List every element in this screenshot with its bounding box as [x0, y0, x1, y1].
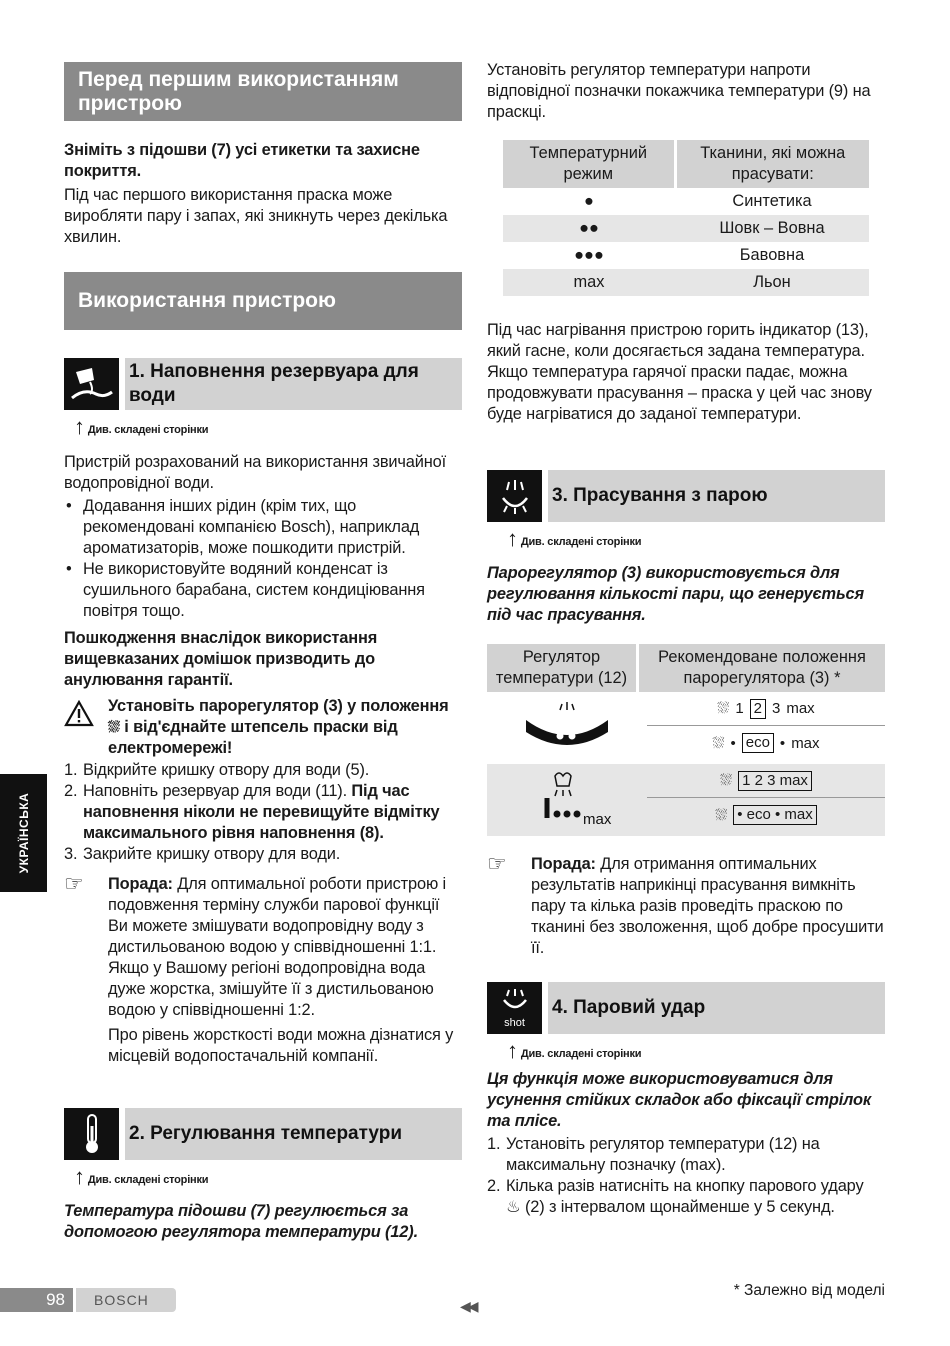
- temp-dial-max-icon: [487, 764, 647, 836]
- section-2-heading: 2. Регулювання температури: [125, 1108, 462, 1160]
- s1-steps: [64, 760, 462, 865]
- temperature-intro: Установіть регулятор температури напроти відповідної позначки покажчика температури (9) на праскці.: [487, 61, 871, 121]
- s2-lead: Температура підошви (7) регулюється за допомогою регулятора температури (12).: [64, 1202, 418, 1241]
- fold-out-ref-4: ↑ Див. складені сторінки: [507, 1038, 642, 1063]
- warning-triangle-icon: [64, 700, 94, 727]
- steam-off-icon: ⛆: [715, 806, 728, 824]
- s3-tip: ☞ Порада: Для отримання оптимальних результатів наприкінці прасування вимкніть пару та кілька разів проведіть праскою по тканині без зволоження, щоб добре просушити її.: [487, 851, 884, 957]
- list-item: 2. Наповніть резервуар для води (11). Під час наповнення ніколи не перевищуйте відмітку максимального рівня наповнення (8).: [64, 782, 440, 842]
- list-item: 1. Відкрийте кришку отвору для води (5).: [64, 761, 370, 779]
- s4-steps: [487, 1134, 885, 1218]
- steam-off-icon: ⛆: [712, 734, 725, 752]
- arrow-up-icon: ↑: [507, 526, 518, 551]
- steam-setting-3: ⛆ 1 2 3 max: [647, 764, 885, 798]
- s1-intro: Пристрій розрахований на використання звичайної водопровідної води.: [64, 453, 447, 492]
- table-header: Тканини, які можна прасувати:: [675, 140, 869, 188]
- arrow-up-icon: ↑: [507, 1038, 518, 1063]
- heating-text: Під час нагрівання пристрою горить індикатор (13), який гасне, коли досягається задана температура. Якщо температура гарячої праски падає, можна продовжувати прасування – праска у цей час знову буде нагріватися до заданої температури.: [487, 321, 872, 423]
- steam-setting-2: ⛆ • eco • max: [712, 734, 820, 752]
- table-header: Температурний режим: [503, 140, 675, 188]
- warranty-warning: Пошкодження внаслідок використання вищевказаних домішок призводить до анулювання гарантії.: [64, 629, 378, 689]
- pointing-hand-icon: ☞: [64, 871, 84, 896]
- table-row: max Льон: [503, 269, 869, 296]
- steam-off-icon: ⛆: [717, 700, 730, 717]
- thermometer-icon: [64, 1108, 119, 1160]
- max-label: max: [583, 811, 612, 828]
- before-use-text: Під час першого використання праска може виробляти пару і запах, які зникнуть через декілька хвилин.: [64, 186, 448, 246]
- list-item: • Додавання інших рідин (крім тих, що рекомендовані компанією Bosch), наприклад ароматизаторів, може пошкодити пристрій.: [64, 496, 462, 559]
- temp-dial-icon: [487, 692, 647, 764]
- steam-setting-1: ⛆ 1 2 3 max: [647, 692, 885, 726]
- steam-shot-icon: shot: [487, 982, 542, 1034]
- table-row: ● Синтетика: [584, 192, 812, 210]
- section-3-heading: 3. Прасування з парою: [548, 470, 885, 522]
- pointing-hand-icon: ☞: [487, 851, 507, 876]
- table-header: Рекомендоване положення парорегулятора (3) *: [658, 648, 866, 687]
- footnote: * Залежно від моделі: [733, 1282, 885, 1299]
- table-row: [487, 692, 885, 764]
- list-item: 3. Закрийте кришку отвору для води.: [64, 845, 341, 863]
- caution-block: Установіть парорегулятор (3) у положення ⛆ і від'єднайте штепсель праски від електромережі!: [64, 696, 462, 759]
- water-fill-icon: [64, 358, 119, 410]
- steam-icon: [487, 470, 542, 522]
- table-row: ●● Шовк – Вовна: [503, 215, 869, 242]
- s1-tip: ☞ Порада: Для оптимальної роботи пристрою і подовження терміну служби парової функції Ви можете змішувати водопровідну воду з дистильованою водою у співвідношенні 1:1. Якщо у Вашому регіоні водопровідна вода дуже жорстка, змішуйте її з дистильованою водою у співвідношенні 1:2. Про рівень жорсткості води можна дізнатися у місцевій водопостачальній компанії.: [64, 871, 454, 1065]
- before-use-bold: Зніміть з підошви (7) усі етикетки та захисне покриття.: [64, 141, 420, 180]
- steam-off-icon: ⛆: [108, 719, 120, 736]
- page-number: 98: [0, 1288, 73, 1312]
- page-nav-icon[interactable]: ◀◀: [460, 1298, 476, 1314]
- s1-bullets: [64, 496, 462, 622]
- using-heading: Використання пристрою: [64, 272, 462, 330]
- table-header: Регулятор температури (12): [487, 644, 639, 692]
- brand-label: BOSCH: [76, 1288, 176, 1312]
- before-use-heading: Перед першим використанням пристрою: [64, 62, 462, 121]
- steam-setting-4: ⛆ • eco • max: [647, 798, 885, 832]
- language-tab: УКРАЇНСЬКА: [0, 774, 47, 892]
- fold-out-ref-2: ↑ Див. складені сторінки: [74, 1164, 209, 1189]
- list-item: 1. Установіть регулятор температури (12) на максимальну позначку (max).: [487, 1135, 820, 1174]
- section-4-heading: 4. Паровий удар: [548, 982, 885, 1034]
- arrow-up-icon: ↑: [74, 414, 85, 439]
- s3-lead: Парорегулятор (3) використовується для регулювання кількості пари, що генерується під час прасування.: [487, 564, 864, 624]
- arrow-up-icon: ↑: [74, 1164, 85, 1189]
- temperature-table: [503, 140, 869, 296]
- s4-lead: Ця функція може використовуватися для усунення стійких складок або фіксації стрілок та плісе.: [487, 1070, 872, 1130]
- fold-out-ref-3: ↑ Див. складені сторінки: [507, 526, 642, 551]
- table-row: [487, 764, 885, 836]
- steam-shot-small-icon: ♨: [506, 1198, 521, 1216]
- fold-out-ref-1: ↑ Див. складені сторінки: [74, 414, 209, 439]
- steam-off-icon: ⛆: [720, 772, 733, 789]
- list-item: • Не використовуйте водяний конденсат із сушильного барабана, систем кондиціювання повітря тощо.: [64, 559, 462, 622]
- list-item: 2. Кілька разів натисніть на кнопку парового удару ♨ (2) з інтервалом щонайменше у 5 секунд.: [487, 1177, 864, 1216]
- steam-settings-table: [487, 644, 885, 836]
- table-row: ●●● Бавовна: [574, 246, 805, 264]
- section-1-heading: 1. Наповнення резервуара для води: [125, 358, 462, 410]
